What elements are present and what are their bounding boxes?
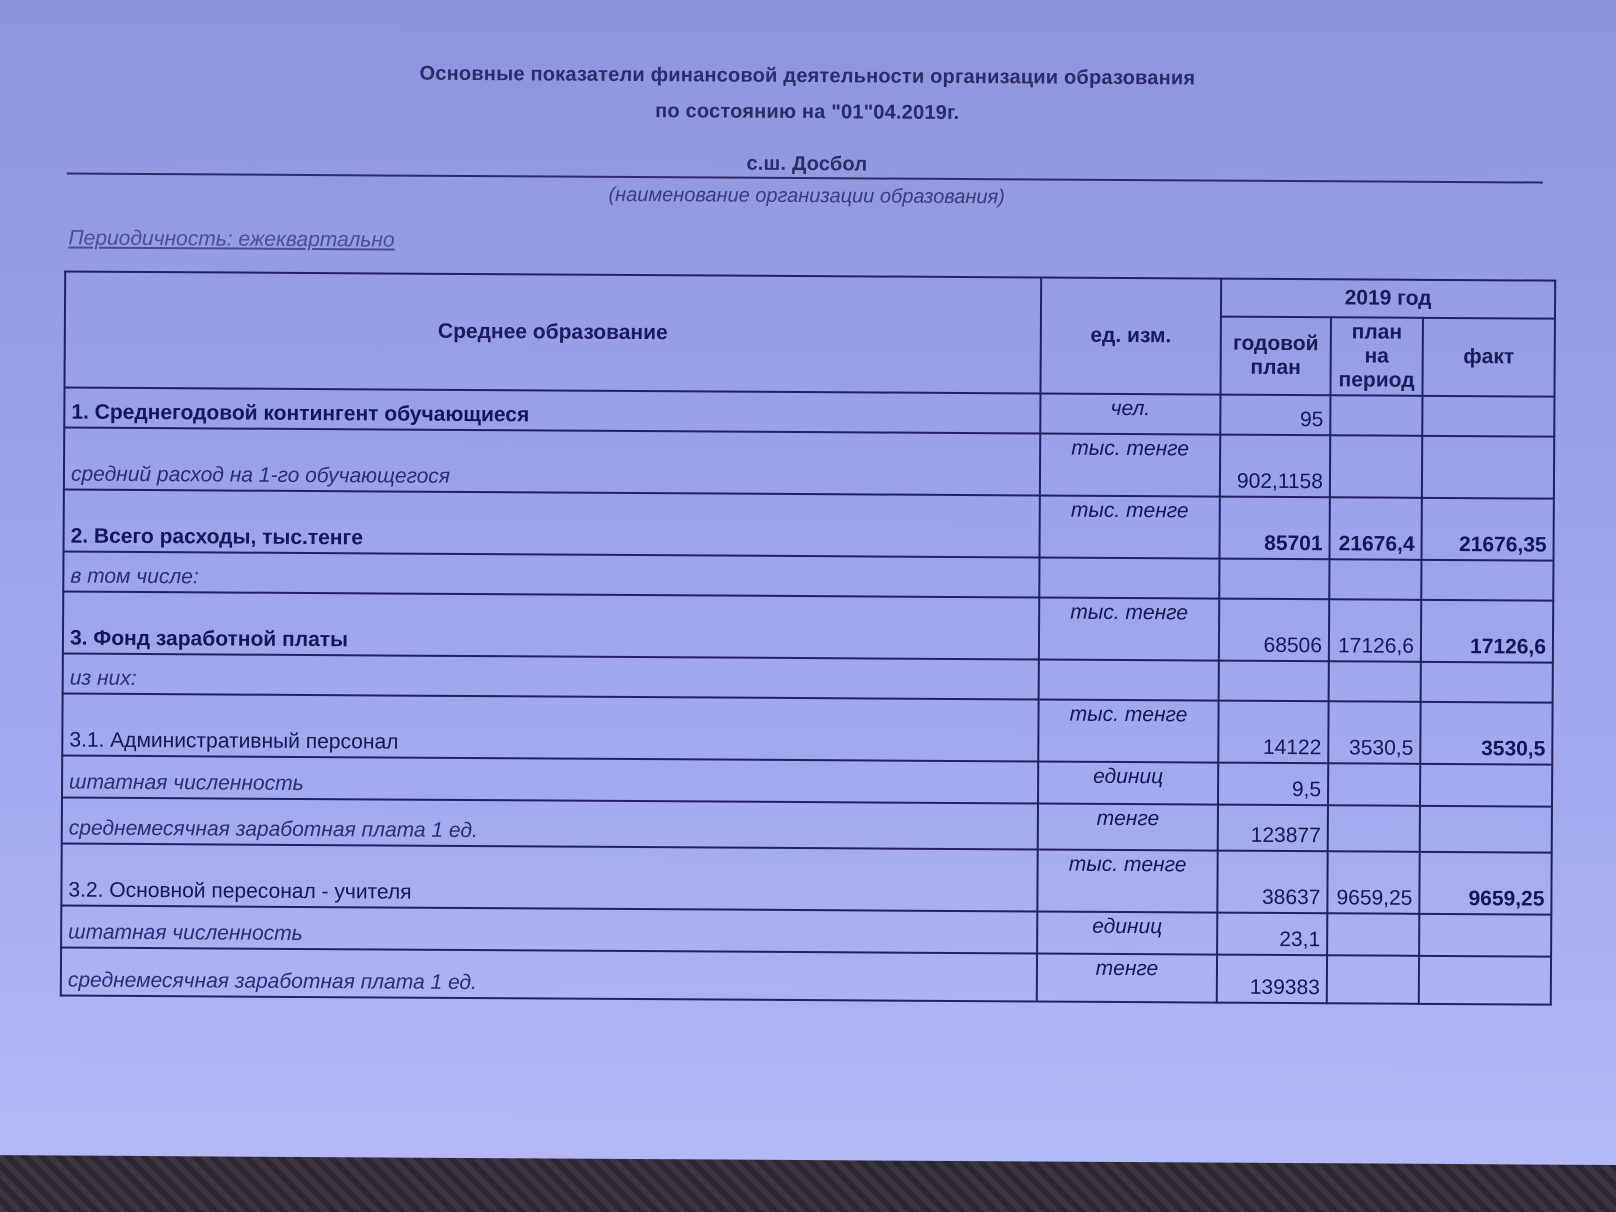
- table-row: [64, 490, 1554, 561]
- row-annual: 38637: [1217, 851, 1327, 914]
- table-row: [63, 592, 1553, 663]
- table-row: [61, 948, 1551, 1005]
- row-period: 17126,6: [1329, 599, 1421, 662]
- row-annual: [1219, 559, 1329, 600]
- row-period: [1329, 559, 1421, 600]
- row-period: 9659,25: [1327, 851, 1419, 914]
- title-line-2: по состоянию на "01"04.2019г.: [655, 100, 960, 124]
- row-period: 3530,5: [1328, 701, 1420, 764]
- organization-name: с.ш. Досбол: [746, 152, 868, 176]
- table-header: [65, 272, 1556, 397]
- row-name: 2. Всего расходы, тыс.тенге: [64, 490, 1040, 558]
- header-fact: факт: [1422, 318, 1555, 397]
- table-row: [62, 694, 1552, 765]
- row-period: [1327, 955, 1419, 1004]
- row-annual: 123877: [1218, 805, 1328, 852]
- row-name: 3.2. Основной пересонал - учителя: [61, 844, 1037, 912]
- header-annual-plan: годовой план: [1220, 317, 1330, 396]
- title-line-1: Основные показатели финансовой деятельности организации образования: [419, 62, 1196, 90]
- row-annual: 9,5: [1218, 763, 1328, 806]
- header-year: 2019 год: [1221, 279, 1555, 319]
- row-fact: 17126,6: [1421, 600, 1553, 663]
- row-annual: 85701: [1219, 497, 1329, 560]
- row-unit: тыс. тенге: [1040, 433, 1220, 496]
- row-name: среднемесячная заработная плата 1 ед.: [62, 798, 1038, 850]
- row-fact: [1420, 806, 1552, 853]
- row-name: 3. Фонд заработной платы: [63, 592, 1039, 660]
- row-fact: [1421, 560, 1553, 601]
- row-period: [1330, 395, 1422, 436]
- row-name: среднемесячная заработная плата 1 ед.: [61, 948, 1037, 1002]
- row-annual: 95: [1220, 395, 1330, 436]
- row-unit: единиц: [1037, 911, 1217, 954]
- row-period: [1327, 913, 1419, 956]
- row-fact: [1421, 662, 1553, 703]
- row-unit: тенге: [1037, 953, 1217, 1002]
- row-period: [1328, 805, 1420, 852]
- header-period-plan: план на период: [1330, 317, 1422, 396]
- row-annual: 902,1158: [1220, 435, 1330, 498]
- row-name: штатная численность: [61, 906, 1037, 954]
- row-fact: 3530,5: [1420, 702, 1552, 765]
- row-name: 1. Среднегодовой контингент обучающиеся: [64, 388, 1040, 434]
- row-fact: [1419, 956, 1551, 1005]
- row-annual: 139383: [1217, 955, 1327, 1004]
- row-fact: [1420, 764, 1552, 807]
- row-fact: [1419, 914, 1551, 957]
- row-unit: единиц: [1038, 761, 1218, 804]
- row-fact: [1422, 436, 1554, 499]
- row-period: 21676,4: [1329, 497, 1421, 560]
- row-unit: [1039, 557, 1219, 598]
- row-unit: тыс. тенге: [1038, 699, 1218, 762]
- row-fact: [1422, 396, 1554, 437]
- row-annual: 23,1: [1217, 913, 1327, 956]
- row-name: 3.1. Административный персонал: [62, 694, 1038, 762]
- financial-indicators-table: [60, 271, 1556, 1006]
- table-row: [64, 428, 1554, 499]
- header-section: Среднее образование: [65, 272, 1042, 394]
- row-fact: 21676,35: [1421, 498, 1553, 561]
- row-unit: чел.: [1040, 393, 1220, 434]
- row-period: [1328, 763, 1420, 806]
- table-body: [61, 388, 1555, 1005]
- row-unit: тыс. тенге: [1037, 849, 1217, 912]
- row-unit: тыс. тенге: [1039, 597, 1219, 660]
- row-name: из них:: [63, 654, 1039, 700]
- row-period: [1330, 435, 1422, 498]
- row-period: [1329, 661, 1421, 702]
- row-annual: 14122: [1218, 701, 1328, 764]
- row-unit: [1039, 659, 1219, 700]
- row-name: штатная численность: [62, 756, 1038, 804]
- row-unit: тыс. тенге: [1039, 495, 1219, 558]
- row-name: средний расход на 1-го обучающегося: [64, 428, 1040, 496]
- table-row: [61, 844, 1551, 915]
- periodicity-label: Периодичность: ежеквартально: [68, 226, 395, 252]
- row-fact: 9659,25: [1419, 852, 1551, 915]
- row-name: в том числе:: [63, 552, 1039, 598]
- row-unit: тенге: [1038, 803, 1218, 850]
- header-unit: ед. изм.: [1040, 277, 1221, 394]
- organization-caption: (наименование организации образования): [608, 183, 1005, 209]
- row-annual: [1219, 661, 1329, 702]
- row-annual: 68506: [1219, 599, 1329, 662]
